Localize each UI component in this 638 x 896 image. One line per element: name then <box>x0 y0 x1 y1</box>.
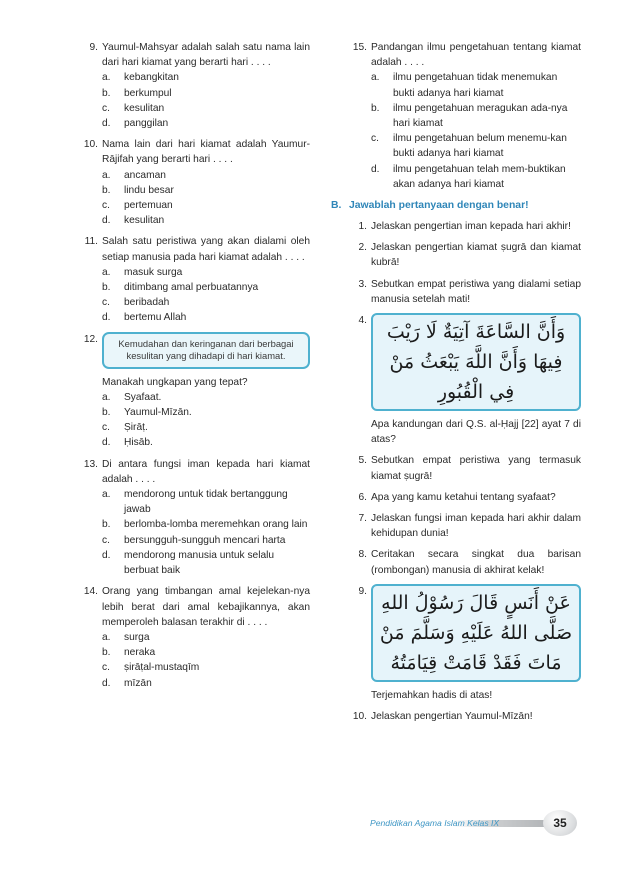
question-text: Ceritakan secara singkat dua barisan (rombongan) manusia di akhirat kelak! <box>371 549 581 576</box>
question-13 <box>78 457 310 579</box>
question-9 <box>78 40 310 131</box>
essay-question-1 <box>331 219 581 234</box>
option <box>102 548 310 578</box>
essay-question-8 <box>331 547 581 577</box>
question-number: 9. <box>89 42 98 53</box>
question-15 <box>347 40 581 192</box>
essay-question-2 <box>331 240 581 270</box>
question-text: Manakah ungkapan yang tepat? <box>102 376 248 388</box>
option-letter: a. <box>102 169 111 181</box>
option-text: mendorong manusia untuk selalu berbuat baik <box>124 549 275 577</box>
option <box>371 162 581 192</box>
option-text: bersungguh-sungguh mencari harta <box>124 534 286 546</box>
option-text: berkumpul <box>124 87 172 99</box>
page-number: 35 <box>553 816 567 830</box>
question-number: 3. <box>358 278 367 290</box>
question-text: Apa kandungan dari Q.S. al-Ḥajj [22] ayat 7 di atas? <box>371 419 581 446</box>
essay-question-9 <box>331 584 581 703</box>
option <box>102 116 310 131</box>
option-text: kesulitan <box>124 102 165 114</box>
question-text: Yaumul-Mahsyar adalah salah satu nama lain dari hari kiamat yang berarti hari . . . . <box>102 42 310 69</box>
option-letter: c. <box>102 297 110 309</box>
footer-book-title: Pendidikan Agama Islam Kelas IX <box>370 818 500 828</box>
option <box>102 183 310 198</box>
option-text: mīzān <box>124 677 152 689</box>
hadith-box: عَنْ أَنَسٍ قَالَ رَسُوْلُ اللهِ صَلَّى اللهُ عَلَيْهِ وَسَلَّمَ مَنْ مَاتَ فَقَدْ قَامَتْ قِيَامَتُهُ <box>371 584 581 682</box>
option-letter: b. <box>102 407 111 419</box>
option <box>102 168 310 183</box>
option <box>102 435 310 450</box>
option-text: Syafaat. <box>124 391 162 403</box>
options-list <box>371 70 581 192</box>
option-letter: b. <box>102 282 111 294</box>
essay-question-7 <box>331 511 581 541</box>
option-letter: b. <box>102 647 111 659</box>
question-number: 10. <box>352 711 367 723</box>
essay-question-5 <box>331 453 581 483</box>
options-list <box>102 630 310 691</box>
option <box>102 420 310 435</box>
options-list <box>102 390 310 451</box>
option-text: beribadah <box>124 297 170 309</box>
quran-verse-box: وَأَنَّ السَّاعَةَ آتِيَةٌ لَا رَيْبَ فِيهَا وَأَنَّ اللَّهَ يَبْعَثُ مَنْ فِي الْقُبُورِ <box>371 313 581 411</box>
right-column <box>331 40 581 730</box>
option-letter: a. <box>371 72 380 84</box>
question-number: 13. <box>83 458 98 470</box>
option-text: ilmu pengetahuan meragukan ada-nya hari kiamat <box>393 102 568 130</box>
question-number: 1. <box>358 221 367 233</box>
option-letter: d. <box>102 677 111 689</box>
option-letter: c. <box>102 534 110 546</box>
question-number: 12. <box>83 333 98 345</box>
option-text: ṣirāṭal-mustaqīm <box>124 662 200 674</box>
essay-question-4 <box>331 313 581 447</box>
option-text: neraka <box>124 647 156 659</box>
option-text: ancaman <box>124 169 166 181</box>
option-letter: d. <box>102 312 111 324</box>
option-letter: c. <box>102 422 110 434</box>
option <box>102 265 310 280</box>
question-number: 11. <box>84 236 98 248</box>
question-number: 8. <box>358 549 367 561</box>
question-text: Apa yang kamu ketahui tentang syafaat? <box>371 491 556 503</box>
option-text: ilmu pengetahuan telah mem-buktikan akan adanya hari kiamat <box>393 163 566 190</box>
option-letter: b. <box>102 519 111 531</box>
option-letter: b. <box>102 184 111 196</box>
question-text: Jelaskan pengertian Yaumul-Mīzān! <box>371 711 533 723</box>
question-number: 5. <box>358 455 367 467</box>
option <box>102 405 310 420</box>
question-12 <box>78 332 310 451</box>
question-number: 2. <box>358 242 367 254</box>
option <box>102 101 310 116</box>
option-text: ditimbang amal perbuatannya <box>124 282 259 294</box>
question-11 <box>78 234 310 325</box>
option-letter: d. <box>102 215 111 227</box>
question-14 <box>78 584 310 690</box>
option <box>102 630 310 645</box>
option <box>102 676 310 691</box>
option-letter: b. <box>371 102 380 114</box>
option-text: lindu besar <box>124 184 174 196</box>
option <box>102 198 310 213</box>
option-letter: d. <box>102 549 111 561</box>
option-text: surga <box>124 631 150 643</box>
option-text: kesulitan <box>124 215 165 227</box>
essay-question-6 <box>331 490 581 505</box>
question-number: 6. <box>358 491 367 503</box>
option-letter: a. <box>102 631 111 643</box>
option-letter: a. <box>102 72 111 84</box>
question-text: Orang yang timbangan amal kejelekan-nya lebih berat dari amal kebajikannya, akan memperoleh balasan terakhir di . . . . <box>102 586 310 628</box>
option-letter: c. <box>102 200 110 212</box>
question-text: Sebutkan empat peristiwa yang termasuk kiamat ṣugrā! <box>371 455 581 482</box>
question-number: 10. <box>83 139 98 151</box>
option <box>102 295 310 310</box>
definition-box: Kemudahan dan keringanan dari berbagai kesulitan yang dihadapi di hari kiamat. <box>102 332 310 369</box>
question-number: 9. <box>358 585 367 597</box>
options-list <box>102 168 310 229</box>
option-letter: a. <box>102 489 111 501</box>
essay-question-10 <box>331 709 581 724</box>
option-letter: d. <box>102 118 111 130</box>
page-number-badge <box>543 810 577 836</box>
option-letter: d. <box>102 437 111 449</box>
option-text: pertemuan <box>124 200 173 212</box>
question-text: Di antara fungsi iman kepada hari kiamat adalah . . . . <box>102 458 310 485</box>
option <box>102 310 310 325</box>
options-list <box>102 487 310 578</box>
question-text: Jelaskan pengertian iman kepada hari akhir! <box>371 221 571 233</box>
question-number: 7. <box>358 513 367 525</box>
options-list <box>102 265 310 326</box>
essay-question-3 <box>331 277 581 307</box>
question-text: Jelaskan fungsi iman kepada hari akhir dalam kehidupan dunia! <box>371 513 581 540</box>
question-text: Sebutkan empat peristiwa yang dialami setiap manusia setelah mati! <box>371 278 581 305</box>
option-text: mendorong untuk tidak bertanggung jawab <box>124 489 288 516</box>
question-text: Terjemahkan hadis di atas! <box>371 689 493 701</box>
question-number: 4. <box>358 315 367 327</box>
option <box>102 86 310 101</box>
section-letter: B. <box>331 200 342 212</box>
option <box>371 101 581 131</box>
option-text: ilmu pengetahuan tidak menemukan bukti adanya hari kiamat <box>393 72 558 99</box>
question-text: Pandangan ilmu pengetahuan tentang kiamat adalah . . . . <box>371 42 581 69</box>
option <box>371 70 581 100</box>
option-text: masuk surga <box>124 266 183 278</box>
option-letter: c. <box>102 662 110 674</box>
option <box>102 487 310 517</box>
option-letter: c. <box>371 133 379 145</box>
option-text: Yaumul-Mīzān. <box>124 407 192 419</box>
question-10 <box>78 137 310 228</box>
section-title: Jawablah pertanyaan dengan benar! <box>349 200 529 212</box>
option-text: kebangkitan <box>124 72 179 84</box>
question-text: Salah satu peristiwa yang akan dialami oleh setiap manusia pada hari kiamat adalah . . . . <box>102 236 310 263</box>
option-letter: d. <box>371 163 380 175</box>
option-text: berlomba-lomba meremehkan orang lain <box>124 519 308 531</box>
option-letter: a. <box>102 391 111 403</box>
option-text: ilmu pengetahuan belum menemu-kan bukti adanya hari kiamat <box>393 133 567 160</box>
option <box>102 533 310 548</box>
option-text: Ṣirāṭ. <box>124 422 148 434</box>
option <box>102 280 310 295</box>
option <box>102 70 310 85</box>
option <box>102 517 310 532</box>
section-b-heading <box>331 198 581 213</box>
question-number: 15. <box>352 42 367 53</box>
question-text: Jelaskan pengertian kiamat ṣugrā dan kiamat kubrā! <box>371 242 581 269</box>
option <box>102 660 310 675</box>
option-text: Ḥisāb. <box>124 437 153 449</box>
option <box>102 645 310 660</box>
left-column <box>78 40 310 697</box>
option-letter: a. <box>102 266 111 278</box>
options-list <box>102 70 310 131</box>
option <box>102 390 310 405</box>
option-text: bertemu Allah <box>124 312 187 324</box>
question-text: Nama lain dari hari kiamat adalah Yaumur-Rājifah yang berarti hari . . . . <box>102 139 310 166</box>
option-letter: c. <box>102 102 110 114</box>
option <box>102 213 310 228</box>
option <box>371 131 581 161</box>
option-letter: b. <box>102 87 111 99</box>
option-text: panggilan <box>124 118 169 130</box>
question-number: 14. <box>83 586 98 598</box>
